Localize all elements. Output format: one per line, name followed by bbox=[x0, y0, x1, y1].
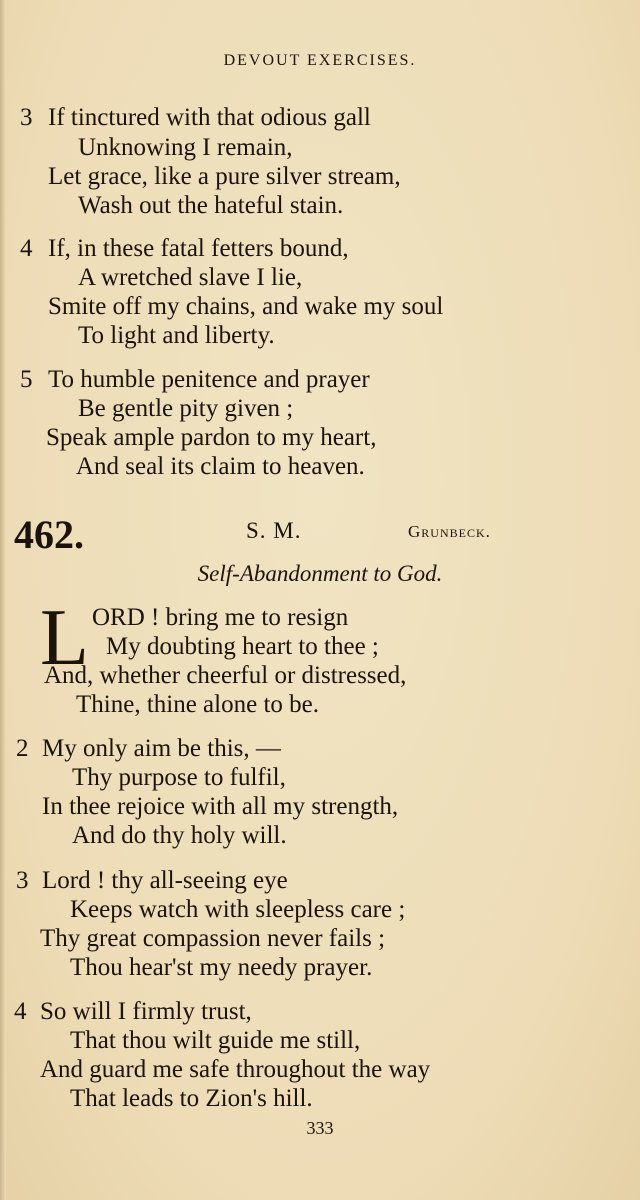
verse-line: Be gentle pity given ; bbox=[78, 395, 294, 422]
verse-line: Thine, thine alone to be. bbox=[76, 691, 319, 718]
hymn-tune-name: Grunbeck. bbox=[408, 522, 491, 541]
verse-line: Wash out the hateful stain. bbox=[78, 192, 344, 219]
verse-line: And seal its claim to heaven. bbox=[76, 453, 365, 480]
verse-number: 3 bbox=[20, 104, 33, 131]
hymn-meter: S. M. bbox=[246, 518, 302, 543]
verse-line: To humble penitence and prayer bbox=[48, 366, 370, 393]
verse-line: So will I firmly trust, bbox=[40, 998, 252, 1025]
verse-line: Smite off my chains, and wake my soul bbox=[48, 293, 444, 320]
verse-line: And, whether cheerful or distressed, bbox=[44, 662, 407, 689]
verse-number: 2 bbox=[16, 735, 29, 762]
verse-line: My doubting heart to thee ; bbox=[106, 633, 379, 660]
hymn-number: 462. bbox=[14, 512, 84, 557]
verse-line: Speak ample pardon to my heart, bbox=[46, 424, 377, 451]
verse-line: My only aim be this, — bbox=[42, 735, 281, 762]
hymn-title: Self-Abandonment to God. bbox=[197, 561, 443, 586]
verse-number: 5 bbox=[20, 366, 33, 393]
verse-line: Thy great compassion never fails ; bbox=[40, 925, 386, 952]
verse-number: 3 bbox=[16, 867, 29, 894]
verse-line: If tinctured with that odious gall bbox=[48, 104, 371, 131]
verse-line: A wretched slave I lie, bbox=[78, 264, 303, 291]
verse-line: In thee rejoice with all my strength, bbox=[42, 793, 399, 820]
verse-line: That thou wilt guide me still, bbox=[70, 1027, 361, 1054]
verse-number: 4 bbox=[20, 235, 33, 262]
verse-line: Keeps watch with sleepless care ; bbox=[70, 896, 406, 923]
page-number: 333 bbox=[306, 1118, 334, 1138]
verse-line: And do thy holy will. bbox=[72, 822, 287, 849]
verse-line: If, in these fatal fetters bound, bbox=[48, 235, 349, 262]
verse-line: Let grace, like a pure silver stream, bbox=[48, 163, 401, 190]
verse-line: Thy purpose to fulfil, bbox=[72, 764, 286, 791]
verse-line: Lord ! thy all-seeing eye bbox=[42, 867, 288, 894]
drop-cap: L bbox=[40, 594, 89, 682]
verse-line: That leads to Zion's hill. bbox=[70, 1085, 313, 1112]
verse-line: And guard me safe throughout the way bbox=[40, 1056, 431, 1083]
page-edge-shadow bbox=[0, 0, 6, 1200]
verse-line: Thou hear'st my needy prayer. bbox=[70, 954, 373, 981]
verse-line: To light and liberty. bbox=[78, 322, 275, 349]
running-header: DEVOUT EXERCISES. bbox=[223, 52, 417, 69]
verse-line: ORD ! bring me to resign bbox=[92, 604, 349, 631]
verse-number: 4 bbox=[14, 998, 27, 1025]
verse-line: Unknowing I remain, bbox=[78, 134, 293, 161]
